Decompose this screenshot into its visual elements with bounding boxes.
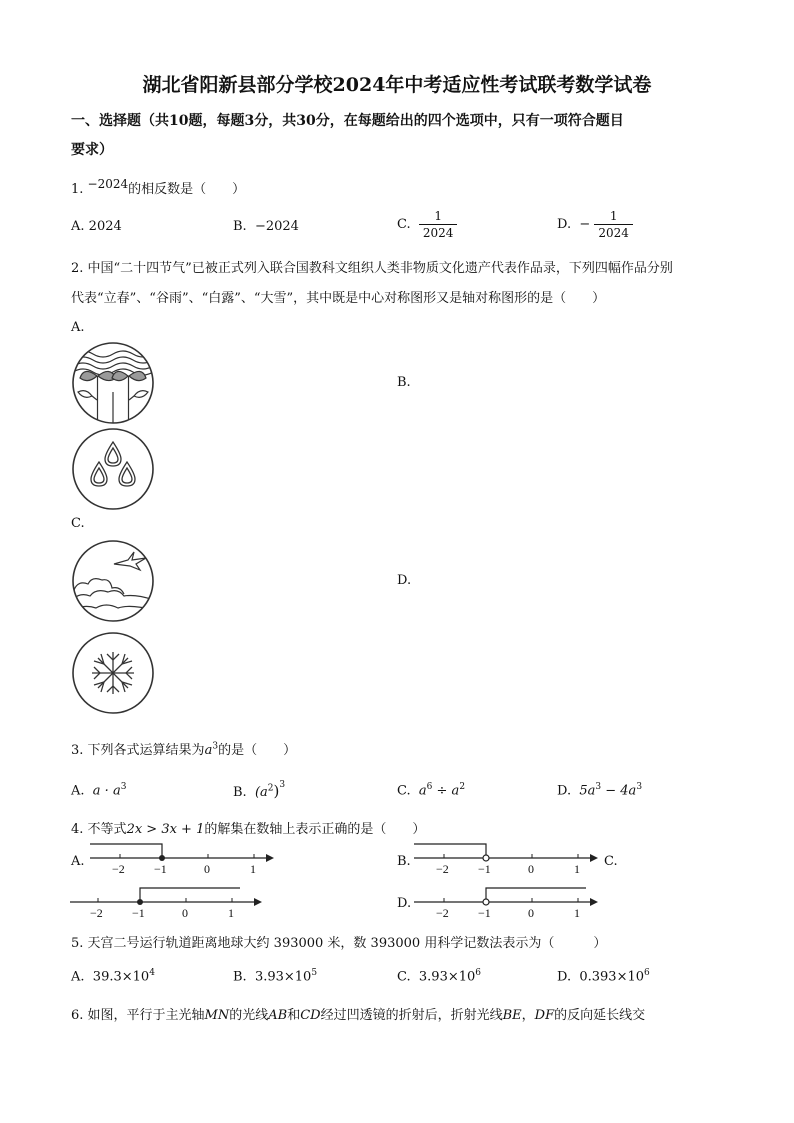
question-6: 6. 如图，平行于主光轴MN的光线AB和CD经过凹透镜的折射后，折射光线BE，DF的反向延长线交: [71, 1008, 646, 1023]
section-header: 一、选择题（共10题，每题3分，共30分，在每题给出的四个选项中，只有一项符合题目: [71, 113, 624, 129]
question-4: 4. 不等式2x > 3x + 1的解集在数轴上表示正确的是（ ）: [71, 822, 426, 837]
q4-number-line-d[interactable]: [414, 884, 606, 924]
q5-option-a[interactable]: A. $39.3\times 10^4$: [71, 968, 155, 985]
q2-option-d-label[interactable]: D.: [397, 573, 412, 588]
question-2-line2: 代表“立春”、“谷雨”、“白露”、“大雪”，其中既是中心对称图形又是轴对称图形的是（ ）: [71, 291, 606, 306]
q2-option-a-label[interactable]: A.: [71, 320, 85, 335]
question-2-line1: 2. 中国“二十四节气”已被正式列入联合国教科文组织人类非物质文化遗产代表作品录，下列四幅作品分别: [71, 261, 673, 276]
question-5: 5. 天宫二号运行轨道距离地球大约 393000 米，数 393000 用科学记数法表示为（ ）: [71, 936, 607, 951]
tick-label: 0: [204, 862, 210, 876]
fraction: $\frac{1}{2024}$: [419, 208, 458, 241]
q3-option-d[interactable]: D. $5a^3 - 4a^3$: [557, 782, 643, 799]
q1-stem: 的相反数是（ ）: [128, 182, 246, 197]
question-1: [71, 178, 245, 197]
q4-number-line-c[interactable]: [68, 884, 268, 924]
q4-number-line-b[interactable]: [414, 840, 606, 880]
tick-label: 0: [182, 906, 188, 920]
tick-label: −2: [90, 906, 103, 920]
fraction: $\frac{1}{2024}$: [594, 208, 633, 241]
q1-expression: −2024: [87, 177, 129, 191]
section-header-cont: 要求）: [71, 142, 113, 158]
q1-option-c[interactable]: C. $\frac{1}{2024}$: [397, 208, 457, 241]
tick-label: 1: [250, 862, 256, 876]
q4-option-b-label[interactable]: B.: [397, 854, 411, 869]
q5-option-d[interactable]: D. $0.393\times 10^6$: [557, 968, 650, 985]
tick-label: −2: [436, 862, 449, 876]
q1-option-d[interactable]: D. − $\frac{1}{2024}$: [557, 208, 633, 241]
white-dew-bird-emblem[interactable]: [70, 538, 156, 624]
tick-label: −1: [478, 862, 491, 876]
q3-option-c[interactable]: C. $a^6 \div a^2$: [397, 782, 466, 799]
grain-rain-drops-emblem[interactable]: [70, 426, 156, 512]
heavy-snow-snowflake-emblem[interactable]: [70, 630, 156, 716]
tick-label: −2: [436, 906, 449, 920]
q3-option-b[interactable]: B. $(a^2)^3$: [233, 779, 286, 800]
question-3: 3. 下列各式运算结果为$a^3$的是（ ）: [71, 741, 297, 758]
q4-option-d-label[interactable]: D.: [397, 896, 412, 911]
tick-label: 0: [528, 862, 534, 876]
spring-sprout-emblem[interactable]: [70, 340, 156, 426]
q5-option-b[interactable]: B. $3.93\times 10^5$: [233, 968, 318, 985]
q4-option-a-label[interactable]: A.: [71, 854, 85, 869]
q2-option-b-label[interactable]: B.: [397, 375, 411, 390]
tick-label: −1: [154, 862, 167, 876]
tick-label: 1: [574, 862, 580, 876]
tick-label: −1: [132, 906, 145, 920]
page-title: 湖北省阳新县部分学校2024年中考适应性考试联考数学试卷: [142, 74, 652, 96]
tick-label: 0: [528, 906, 534, 920]
tick-label: −1: [478, 906, 491, 920]
q1-option-a[interactable]: A. 2024: [71, 219, 122, 234]
tick-label: 1: [228, 906, 234, 920]
q1-option-b[interactable]: B. −2024: [233, 219, 299, 234]
tick-label: 1: [574, 906, 580, 920]
q3-option-a[interactable]: A. $a \cdot a^3$: [71, 782, 127, 799]
q4-number-line-a[interactable]: [90, 840, 280, 880]
tick-label: −2: [112, 862, 125, 876]
question-number: 1.: [71, 182, 84, 197]
q4-option-c-label[interactable]: C.: [604, 854, 618, 869]
q2-option-c-label[interactable]: C.: [71, 516, 85, 531]
q5-option-c[interactable]: C. $3.93\times 10^6$: [397, 968, 482, 985]
